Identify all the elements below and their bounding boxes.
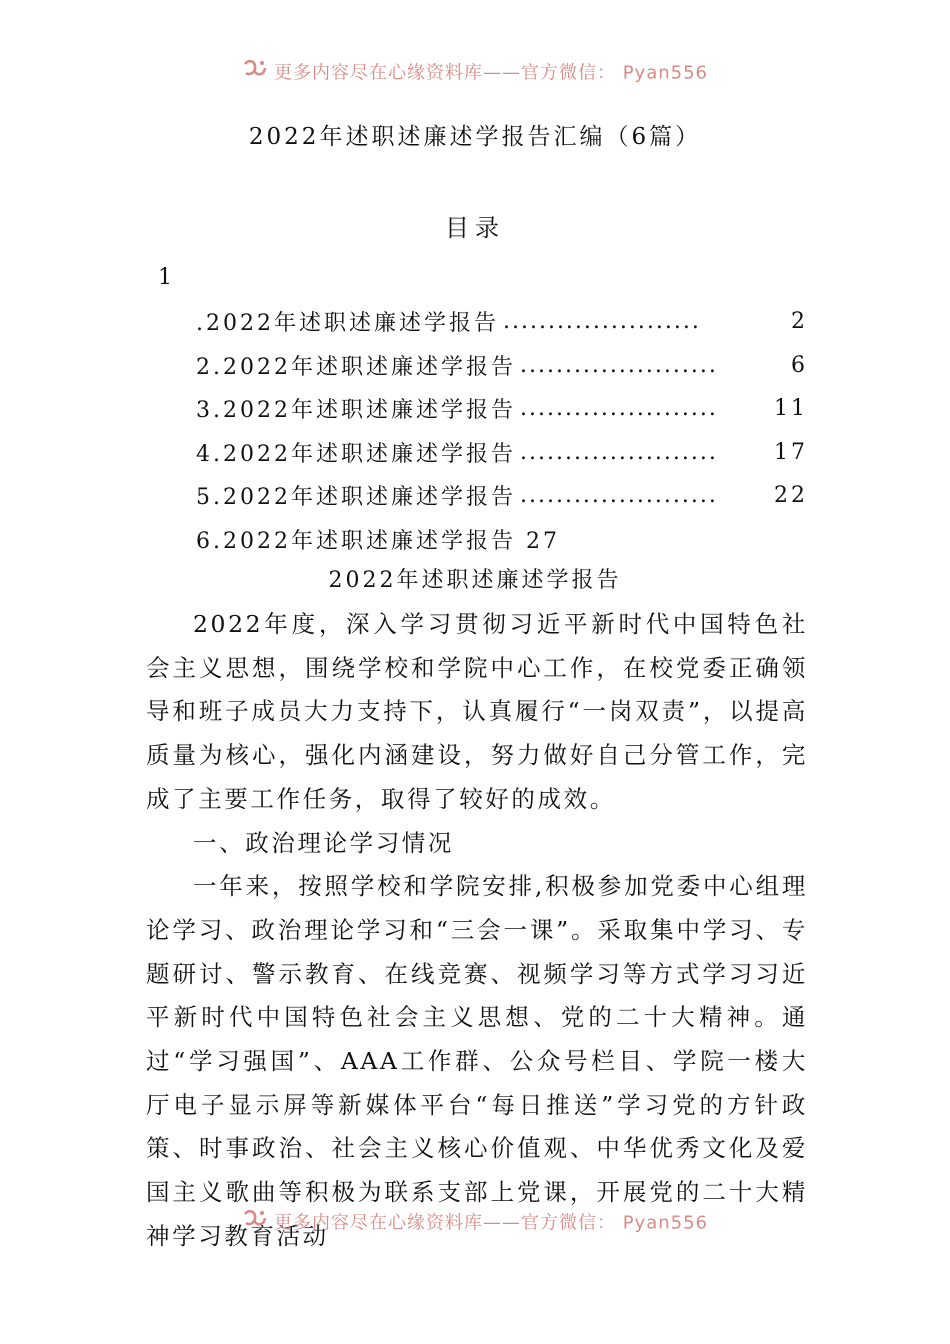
toc-entry[interactable] [196, 431, 808, 475]
section-heading: 一、政治理论学习情况 [193, 828, 454, 857]
toc-leader-dots: ...................... [502, 309, 701, 335]
watermark-text: 更多内容尽在心缘资料库——官方微信： Pyan556 [273, 62, 709, 84]
body-paragraph: 2022年度，深入学习贯彻习近平新时代中国特色社会主义思想，围绕学校和学院中心工作，在校党委正确领导和班子成员大力支持下，认真履行“一岗双责”，以提高质量为核心，强化内涵建设，努力做好自己分管工作，完成了主要工作任务，取得了较好的成效。 [146, 610, 808, 813]
toc-entry-title: 4.2022年述职述廉述学报告 [196, 441, 516, 467]
toc-leader-dots: ...................... [519, 396, 718, 422]
toc-entry[interactable] [196, 474, 808, 518]
watermark-top [0, 58, 950, 86]
report-title: 2022年述职述廉述学报告 [328, 568, 622, 593]
toc-leader-dots: ...................... [519, 352, 718, 378]
toc-entry-page: 22 [774, 483, 808, 509]
toc-entry-page: 2 [791, 309, 808, 335]
toc-leader-dots: ...................... [519, 439, 718, 465]
toc-entry-title: 3.2022年述职述廉述学报告 [196, 398, 516, 424]
toc-entry-page: 11 [774, 396, 808, 422]
toc-entry-title: 2.2022年述职述廉述学报告 [196, 354, 516, 380]
watermark-logo-icon [242, 1208, 268, 1235]
toc-entry-title: 5.2022年述职述廉述学报告 [196, 485, 516, 511]
toc-leader-dots: ...................... [519, 483, 718, 509]
body-paragraph: 一年来，按照学校和学院安排,积极参加党委中心组理论学习、政治理论学习和“三会一课”。采取集中学习、专题研讨、警示教育、在线竞赛、视频学习等方式学习习近平新时代中国特色社会主义思想、党的二十大精神。通过“学习强国”、AAA工作群、公众号栏目、学院一楼大厅电子显示屏等新媒体平台“每日推送”学习党的方针政策、时事政治、社会主义核心价值观、中华优秀文化及爱国主义歌曲等积极为联系支部上党课，开展党的二十大精神学习教育活动 [146, 872, 808, 1250]
toc-entry[interactable] [196, 387, 808, 431]
toc-heading: 目录 [445, 214, 505, 242]
toc-entry-title: .2022年述职述廉述学报告 [196, 311, 499, 337]
document-title: 2022年述职述廉述学报告汇编（6篇） [248, 124, 702, 150]
toc-entry[interactable] [196, 344, 808, 388]
toc-entry-page: 17 [774, 439, 808, 465]
toc-entry[interactable] [196, 300, 808, 344]
toc-first-number: 1 [158, 265, 172, 290]
table-of-contents [196, 300, 808, 561]
report-body [146, 603, 808, 1259]
watermark-bottom [0, 1208, 950, 1236]
toc-entry[interactable] [196, 518, 808, 562]
toc-entry-title: 6.2022年述职述廉述学报告 27 [196, 528, 560, 554]
watermark-text: 更多内容尽在心缘资料库——官方微信： Pyan556 [273, 1212, 709, 1234]
watermark-logo-icon [242, 58, 268, 85]
toc-entry-page: 6 [791, 352, 808, 378]
